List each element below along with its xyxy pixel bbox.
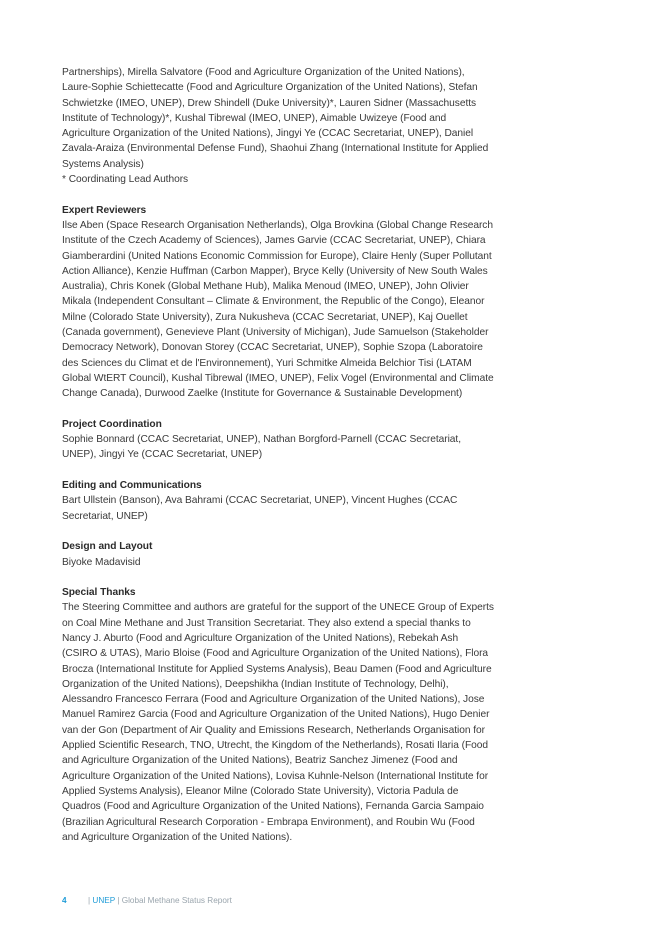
section-heading: Project Coordination xyxy=(62,418,162,430)
section-heading: Editing and Communications xyxy=(62,480,202,492)
section-editing-communications xyxy=(62,478,494,524)
section-heading: Expert Reviewers xyxy=(62,204,147,216)
section-gap xyxy=(62,402,494,417)
section-gap xyxy=(62,187,494,202)
footer-brand: UNEP xyxy=(92,896,116,905)
section-body: Biyoke Madavisid xyxy=(62,556,141,568)
authors-continuation xyxy=(62,65,494,187)
page-footer xyxy=(62,895,232,907)
section-special-thanks xyxy=(62,585,494,845)
section-project-coordination xyxy=(62,417,494,463)
section-body: The Steering Committee and authors are grateful for the support of the UNECE Group of Experts on Coal Mine Methane and Just Transition Secretariat. They also extend a special thanks to Nancy J. Aburto (Food and Agriculture Organization of the United Nations), Rebekah Ash (CSIRO & UTAS), Mario Bloise (Food and Agriculture Organization of the United Nations), Flora Brocza (International Institute for Applied Systems Analysis), Beau Damen (Food and Agriculture Organization of the United Nations), Deepshikha (Indian Institute of Technology, Delhi), Alessandro Francesco Ferrara (Food and Agriculture Organization of the United Nations), Jose Manuel Ramirez Garcia (Food and Agriculture Organization of the United Nations), Hugo Denier van der Gon (Department of Air Quality and Emissions Research, Netherlands Organisation for Applied Scientific Research, TNO, Utrecht, the Kingdom of the Netherlands), Rosati Ilaria (Food and Agriculture Organization of the United Nations), Beatriz Sanchez Jimenez (Food and Agriculture Organization of the United Nations), Lovisa Kuhnle-Nelson (International Institute for Applied Systems Analysis), Eleanor Milne (Colorado State University), Victoria Padula de Quadros (Food and Agriculture Organization of the United Nations), Fernanda Garcia Sampaio (Brazilian Agricultural Research Corporation - Embrapa Environment), and Roubin Wu (Food and Agriculture Organization of the United Nations). xyxy=(62,602,494,843)
coordinating-lead-authors-note: * Coordinating Lead Authors xyxy=(62,174,189,186)
section-gap xyxy=(62,570,494,585)
section-body: Ilse Aben (Space Research Organisation Netherlands), Olga Brovkina (Global Change Research Institute of the Czech Academy of Sciences), James Garvie (CCAC Secretariat, UNEP), Chiara Giamberardini (United Nations Economic Commission for Europe), Claire Henly (Super Pollutant Action Alliance), Kenzie Huffman (Carbon Mapper), Bryce Kelly (University of New South Wales Australia), Chris Konek (Global Methane Hub), Malika Menoud (IMEO, UNEP), John Olivier Mikala (Independent Consultant – Climate & Environment, the Republic of the Congo), Eleanor Milne (Colorado State University), Zura Nukusheva (CCAC Secretariat, UNEP), Kaj Ouellet (Canada government), Genevieve Plant (University of Michigan), Jude Samuelson (Stakeholder Democracy Network), Donovan Storey (CCAC Secretariat, UNEP), Sophie Szopa (Laboratoire des Sciences du Climat et de l'Environnement), Yuri Schmitke Almeida Belchior Tisi (LATAM Global WtERT Council), Kushal Tibrewal (IMEO, UNEP), Felix Vogel (Environmental and Climate Change Canada), Durwood Zaelke (Institute for Governance & Sustainable Development) xyxy=(62,219,494,400)
section-body: Bart Ullstein (Banson), Ava Bahrami (CCAC Secretariat, UNEP), Vincent Hughes (CCAC Secretariat, UNEP) xyxy=(62,495,458,522)
section-heading: Special Thanks xyxy=(62,587,136,599)
section-heading: Design and Layout xyxy=(62,541,153,553)
footer-separator: | xyxy=(88,896,91,905)
document-body xyxy=(62,65,494,845)
footer-report-title: Global Methane Status Report xyxy=(121,896,232,905)
section-gap xyxy=(62,524,494,539)
page-number: 4 xyxy=(62,896,67,905)
section-design-layout xyxy=(62,539,494,570)
section-body: Sophie Bonnard (CCAC Secretariat, UNEP), Nathan Borgford-Parnell (CCAC Secretariat, UNEP), Jingyi Ye (CCAC Secretariat, UNEP) xyxy=(62,434,461,461)
authors-list: Partnerships), Mirella Salvatore (Food and Agriculture Organization of the United Nations), Laure-Sophie Schiettecatte (Food and Agriculture Organization of the United Nations), Stefan Schwietzke (IMEO, UNEP), Drew Shindell (Duke University)*, Lauren Sidner (Massachusetts Institute of Technology)*, Kushal Tibrewal (IMEO, UNEP), Aimable Uwizeye (Food and Agriculture Organization of the United Nations), Jingyi Ye (CCAC Secretariat, UNEP), Daniel Zavala-Araiza (Environmental Defense Fund), Shaohui Zhang (International Institute for Applied Systems Analysis) xyxy=(62,67,489,170)
footer-separator: | xyxy=(117,896,120,905)
section-expert-reviewers xyxy=(62,203,494,402)
section-gap xyxy=(62,463,494,478)
